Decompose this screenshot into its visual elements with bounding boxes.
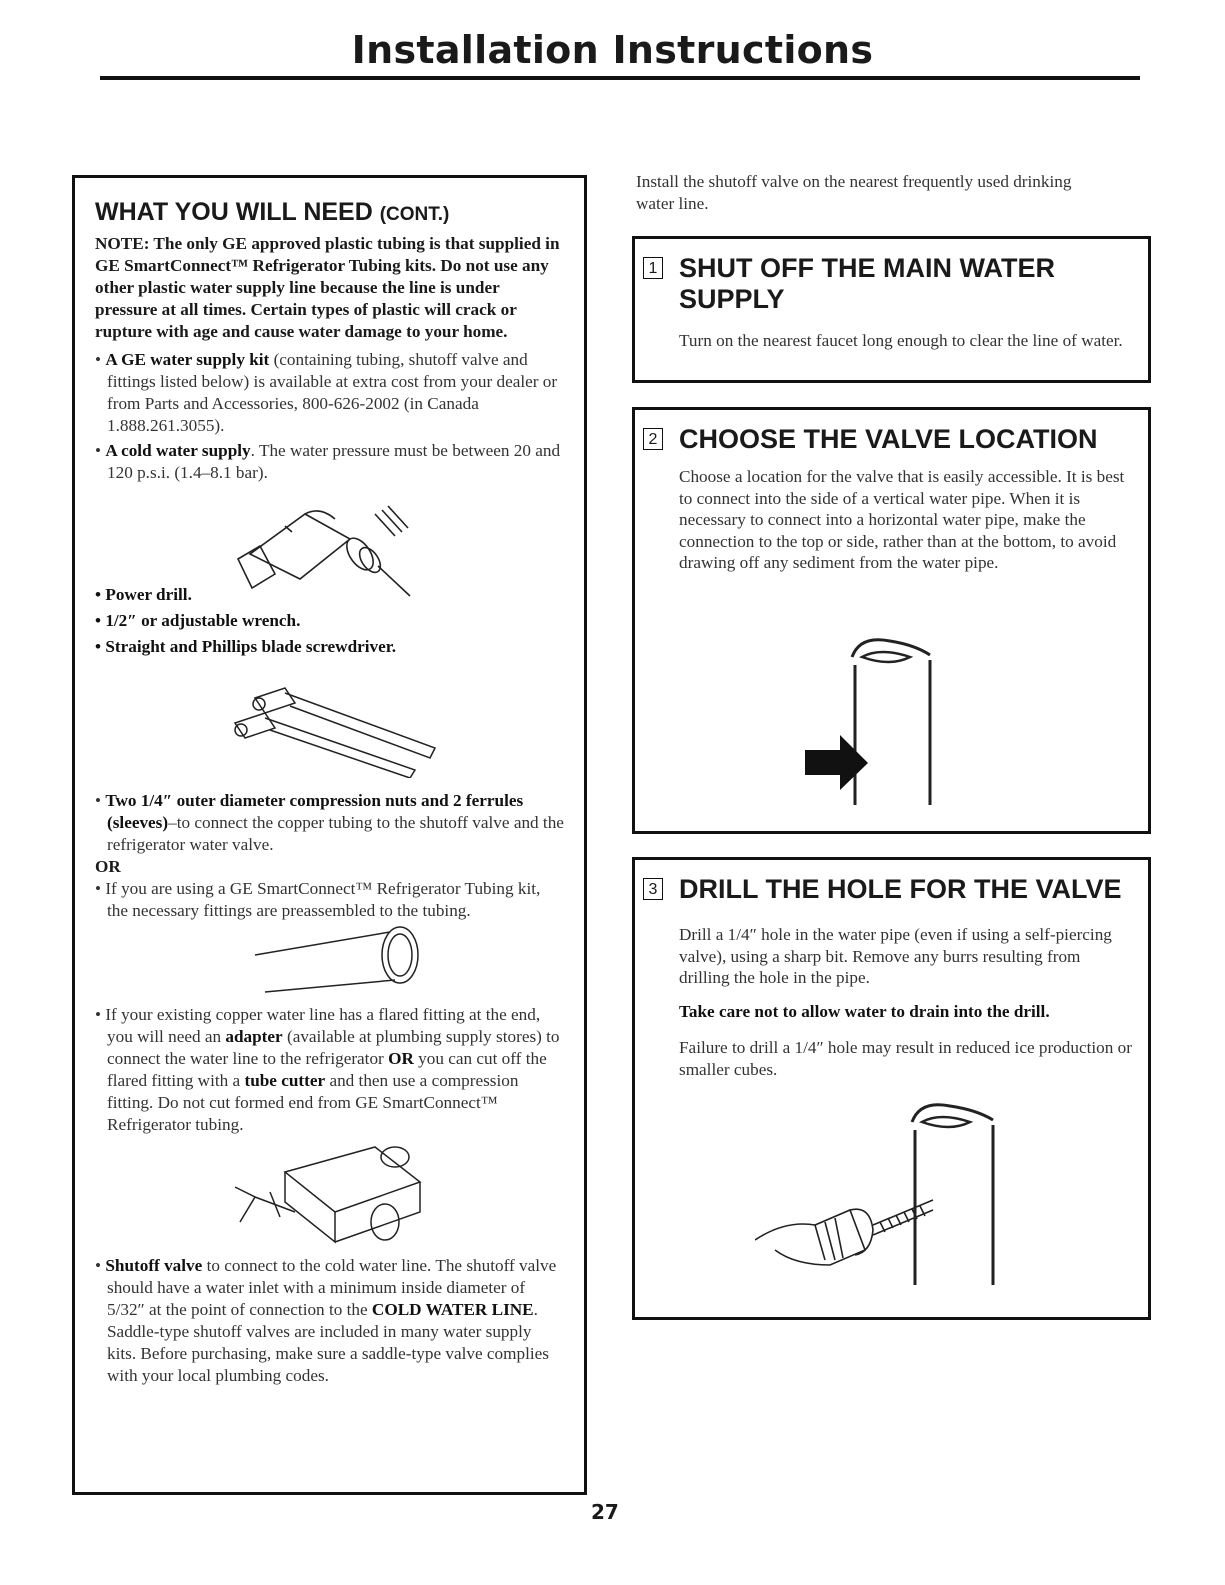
shutoff-valve-item: • Shutoff valve to connect to the cold water line. The shutoff valve should have a water inlet with a minimum inside diameter of 5/32″ at the point of connection to the COLD WATER LINE. Saddle-type shutoff valves are included in many water supply kits. Before purchasing, make sure a saddle-type valve complies with your local plumbing codes.: [95, 1256, 557, 1385]
flared-text-4: and then use a compression fitting. Do not cut formed end from GE SmartConnect™ Refrigerator tubing.: [107, 1071, 519, 1134]
drilling-pipe-icon: [755, 1100, 1015, 1300]
nuts-text: –to connect the copper tubing to the shutoff valve and the refrigerator water valve.: [107, 813, 564, 854]
step-2-title: CHOOSE THE VALVE LOCATION: [679, 424, 1098, 454]
flared-text-1: If your existing copper water line has a flared fitting at the end, you will need an: [105, 1005, 541, 1046]
or-inline: OR: [388, 1049, 414, 1068]
heading-suffix: (CONT.): [379, 204, 450, 225]
step-1-title: SHUT OFF THE MAIN WATER SUPPLY: [679, 253, 1055, 314]
power-drill-label: • Power drill.: [95, 585, 192, 604]
compression-nuts-icon: [225, 678, 465, 778]
title-rule: [100, 76, 1140, 80]
flared-fitting-item: • If your existing copper water line has a flared fitting at the end, you will need an adapter (available at plumbing supply stores) to connect the water line to the refrigerator OR you can cut off the flared fitting with a tube cutter and then use a compression fitting. Do not cut formed end from GE SmartConnect™ Refrigerator tubing.: [95, 1005, 560, 1134]
step-3-text: Drill a 1/4″ hole in the water pipe (even if using a self-piercing valve), using a sharp bit. Remove any burrs resulting from drilling the hole in the pipe.: [679, 925, 1112, 987]
page-number: 27: [591, 1500, 619, 1524]
shutoff-valve-icon: [225, 1142, 445, 1247]
tubing-end-icon: [245, 920, 445, 1000]
supply-kit-label: A GE water supply kit: [105, 350, 270, 369]
shutoff-label: Shutoff valve: [105, 1256, 203, 1275]
step-2-box: [632, 407, 1151, 834]
step-3-failure-text: Failure to drill a 1/4″ hole may result in reduced ice production or smaller cubes.: [679, 1038, 1132, 1079]
power-drill-icon: [210, 484, 430, 604]
or-label: OR: [95, 857, 121, 876]
flared-text-3: you can cut off the flared fitting with a: [107, 1049, 547, 1090]
cold-water-line-label: COLD WATER LINE: [371, 1300, 534, 1319]
step-1-number: 1: [643, 257, 663, 279]
nuts-label: Two 1/4″ outer diameter compression nuts and 2 ferrules (sleeves): [105, 791, 524, 832]
section-heading: [95, 198, 564, 227]
smartconnect-text: If you are using a GE SmartConnect™ Refrigerator Tubing kit, the necessary fittings are preassembled to the tubing.: [105, 879, 541, 920]
flared-text-2: (available at plumbing supply stores) to connect the water line to the refrigerator: [107, 1027, 560, 1068]
supply-kit-text: (containing tubing, shutoff valve and fittings listed below) is available at extra cost from your dealer or from Parts and Accessories, 800-626-2002 (in Canada 1.888.261.3055).: [107, 350, 558, 435]
compression-nuts-item: • Two 1/4″ outer diameter compression nuts and 2 ferrules (sleeves)–to connect the copper tubing to the shutoff valve and the refrigerator water valve.: [95, 791, 564, 854]
power-drill-row: [95, 484, 564, 604]
step-1-text: Turn on the nearest faucet long enough to clear the line of water.: [679, 331, 1123, 350]
screwdriver-item: • Straight and Phillips blade screwdriver.: [95, 637, 397, 656]
intro-text: Install the shutoff valve on the nearest frequently used drinking water line.: [636, 172, 1072, 213]
what-you-will-need-box: [72, 175, 587, 1495]
cold-water-label: A cold water supply: [105, 441, 251, 460]
step-3-title: DRILL THE HOLE FOR THE VALVE: [679, 874, 1122, 904]
cold-water-text: . The water pressure must be between 20 and 120 p.s.i. (1.4–8.1 bar).: [107, 441, 561, 482]
heading-text: WHAT YOU WILL NEED: [95, 198, 373, 226]
wrench-item: • 1/2″ or adjustable wrench.: [95, 611, 301, 630]
page-title: Installation Instructions: [351, 28, 874, 72]
step-3-number: 3: [643, 878, 663, 900]
smartconnect-item: • If you are using a GE SmartConnect™ Refrigerator Tubing kit, the necessary fittings are preassembled to the tubing.: [95, 879, 541, 920]
step-1-box: [632, 236, 1151, 383]
shutoff-text-1: to connect to the cold water line. The shutoff valve should have a water inlet with a minimum inside diameter of 5/32″ at the point of connection to the: [107, 1256, 557, 1319]
supply-kit-item: • A GE water supply kit (containing tubing, shutoff valve and fittings listed below) is available at extra cost from your dealer or from Parts and Accessories, 800-626-2002 (in Canada 1.888.261.3055).: [95, 350, 558, 435]
cold-water-item: • A cold water supply. The water pressure must be between 20 and 120 p.s.i. (1.4–8.1 bar).: [95, 441, 561, 482]
drill-caution: Take care not to allow water to drain into the drill.: [679, 1002, 1050, 1021]
shutoff-text-2: . Saddle-type shutoff valves are included in many water supply kits. Before purchasing, make sure a saddle-type valve complies with your local plumbing codes.: [107, 1300, 549, 1385]
step-3-box: [632, 857, 1151, 1320]
step-2-number: 2: [643, 428, 663, 450]
vertical-pipe-icon: [790, 635, 950, 815]
step-2-text: Choose a location for the valve that is easily accessible. It is best to connect into the side of a vertical water pipe. When it is necessary to connect into a horizontal water pipe, make the connection to the top or side, rather than at the bottom, to avoid drawing off any sediment from the water pipe.: [679, 467, 1125, 572]
adapter-label: adapter: [225, 1027, 283, 1046]
tube-cutter-label: tube cutter: [244, 1071, 326, 1090]
tubing-note: NOTE: The only GE approved plastic tubing is that supplied in GE SmartConnect™ Refrigerator Tubing kits. Do not use any other plastic water supply line because the line is under pressure at all times. Certain types of plastic will crack or rupture with age and cause water damage to your home.: [95, 234, 560, 341]
